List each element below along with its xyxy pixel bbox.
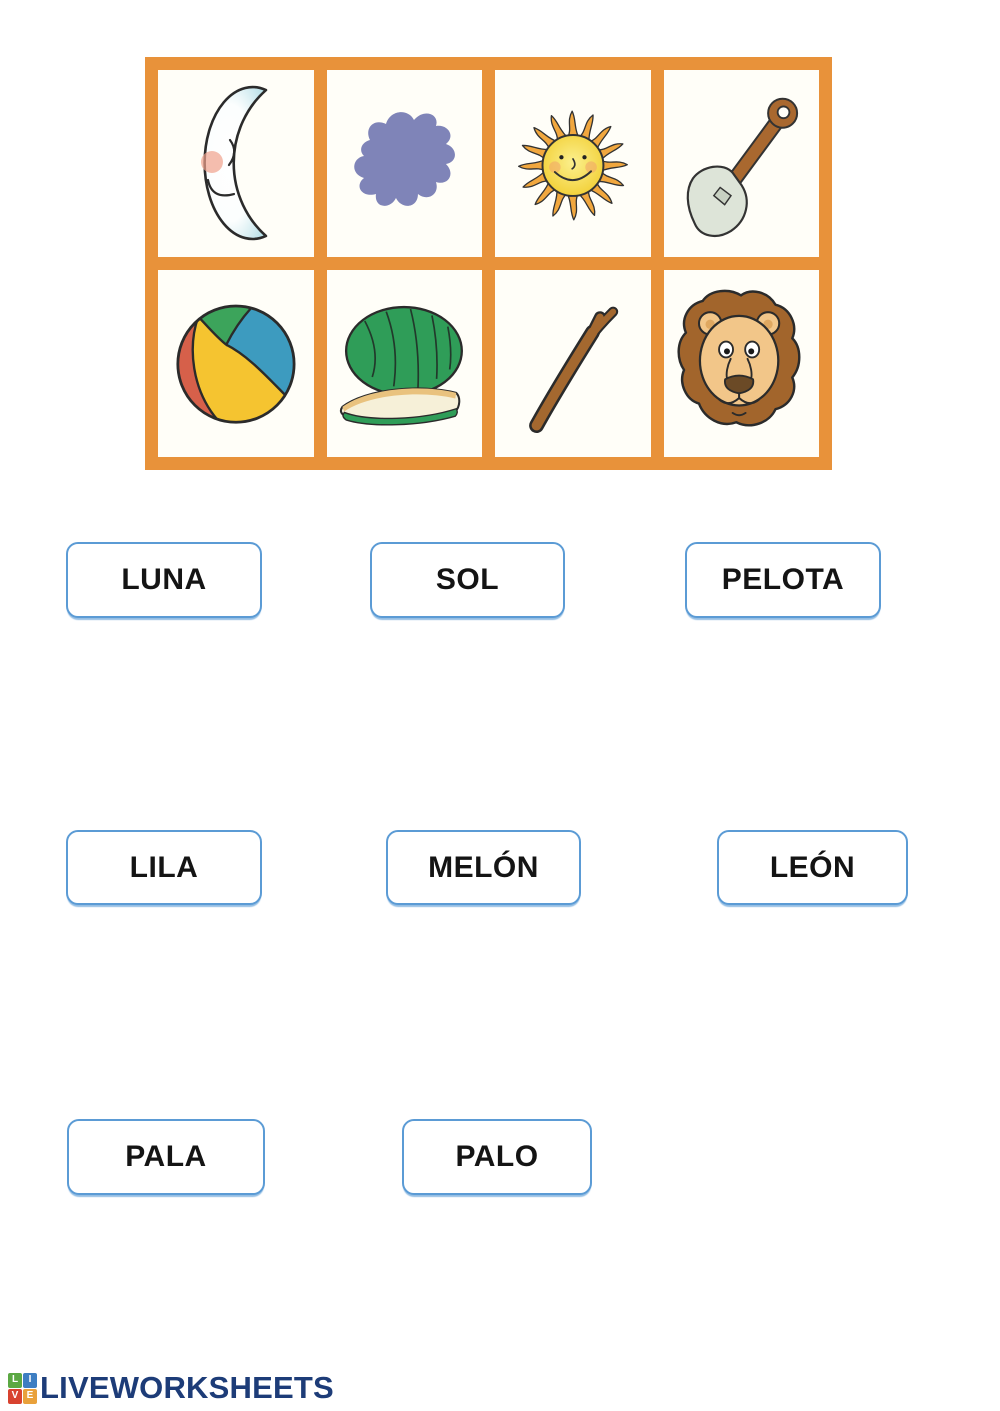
grid-cell-pala[interactable] xyxy=(664,70,820,257)
word-box-pelota[interactable] xyxy=(685,542,881,618)
picture-grid xyxy=(145,57,832,470)
lion-icon xyxy=(671,277,811,449)
shovel-icon xyxy=(671,77,811,249)
word-box-pala[interactable] xyxy=(67,1119,265,1195)
grid-cell-pelota[interactable] xyxy=(158,270,314,457)
stick-icon xyxy=(503,277,643,449)
word-box-sol[interactable] xyxy=(370,542,565,618)
moon-icon xyxy=(166,77,306,249)
liveworksheets-logo[interactable] xyxy=(8,1370,334,1406)
word-box-melon[interactable] xyxy=(386,830,581,905)
word-box-lila[interactable] xyxy=(66,830,262,905)
grid-cell-palo[interactable] xyxy=(495,270,651,457)
word-label: PALA xyxy=(125,1140,207,1173)
logo-square-v: V xyxy=(8,1389,22,1404)
word-label: SOL xyxy=(435,563,500,596)
word-label: LUNA xyxy=(121,563,207,596)
grid-cell-leon[interactable] xyxy=(664,270,820,457)
sun-icon xyxy=(503,77,643,249)
word-label: MELÓN xyxy=(428,850,539,884)
logo-square-i: I xyxy=(23,1373,37,1388)
grid-cell-sol[interactable] xyxy=(495,70,651,257)
word-label: PELOTA xyxy=(721,563,845,596)
melon-icon xyxy=(334,277,474,449)
word-label: LILA xyxy=(129,850,199,884)
beach-ball-icon xyxy=(166,277,306,449)
brand-text: LIVEWORKSHEETS xyxy=(40,1370,334,1405)
word-box-luna[interactable] xyxy=(66,542,262,618)
grid-cell-lila[interactable] xyxy=(327,70,483,257)
word-box-leon[interactable] xyxy=(717,830,908,905)
lilac-paint-blob-icon xyxy=(334,77,474,249)
logo-square-e: E xyxy=(23,1389,37,1404)
word-label: PALO xyxy=(455,1140,539,1173)
word-box-palo[interactable] xyxy=(402,1119,592,1195)
logo-square-l: L xyxy=(8,1373,22,1388)
liveworksheets-logo-icon xyxy=(8,1373,37,1404)
grid-cell-melon[interactable] xyxy=(327,270,483,457)
word-label: LEÓN xyxy=(769,850,856,884)
grid-cell-moon[interactable] xyxy=(158,70,314,257)
